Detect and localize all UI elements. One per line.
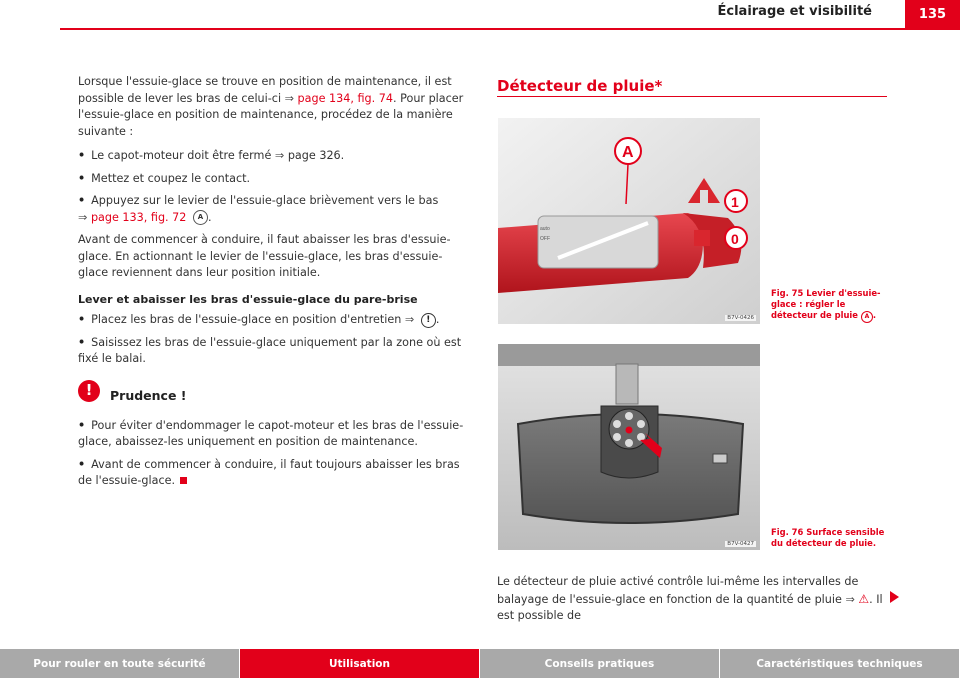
list-item: • Saisissez les bras de l'essuie-glace uniquement par la zone où est fixé le balai.	[78, 335, 462, 365]
link-page-133[interactable]: page 133, fig. 72	[90, 210, 187, 224]
warning-triangle-icon[interactable]: ⚠	[858, 591, 870, 606]
figure-code: B7V-0426	[727, 315, 754, 321]
bullet-icon: •	[78, 313, 86, 326]
arrow-icon: ⇒	[404, 313, 415, 326]
arrow-icon: ⇒	[274, 149, 285, 162]
figure-76-rain-sensor	[498, 344, 760, 550]
arrow-icon: ⇒	[284, 91, 294, 105]
tab-practical-tips[interactable]: Conseils pratiques	[480, 649, 720, 678]
list-item: • Mettez et coupez le contact.	[78, 171, 251, 185]
tab-technical-data[interactable]: Caractéristiques techniques	[720, 649, 960, 678]
tab-operation[interactable]: Utilisation	[240, 649, 480, 678]
bullet-icon: •	[78, 457, 86, 471]
subheading: Lever et abaisser les bras d'essuie-glace du pare-brise	[78, 292, 418, 306]
warning-item: • Pour éviter d'endommager le capot-moteur et les bras de l'essuie-glace, abaissez-les uniquement en position de maintenance.	[78, 418, 464, 448]
list-item: • Placez les bras de l'essuie-glace en position d'entretien ⇒ ! .	[78, 313, 440, 326]
figure-76-caption: Fig. 76 Surface sensible du détecteur de pluie.	[771, 527, 885, 548]
label-1: 1	[731, 194, 739, 210]
page-number: 135	[905, 0, 960, 28]
warning-title: Prudence !	[110, 388, 187, 404]
callout-badge: A	[861, 311, 873, 323]
paragraph: Avant de commencer à conduire, il faut abaisser les bras d'essuie-glace. En actionnant le levier de l'essuie-glace, les bras d'essuie-glace reviennent dans leur position initiale.	[78, 233, 451, 279]
warning-item: • Avant de commencer à conduire, il faut toujours abaisser les bras de l'essuie-glace.	[78, 457, 460, 487]
list-item: • Le capot-moteur doit être fermé ⇒ page 326.	[78, 149, 345, 162]
bullet-icon: •	[78, 149, 86, 162]
left-column	[78, 74, 466, 496]
section-title: Détecteur de pluie*	[497, 77, 663, 95]
rain-sensor-paragraph: Le détecteur de pluie activé contrôle lui-même les intervalles de balayage de l'essuie-glace en fonction de la quantité de pluie ⇒ ⚠. Il est possible de	[497, 575, 883, 622]
wiper-lever-illustration	[498, 118, 760, 324]
tab-safety[interactable]: Pour rouler en toute sécurité	[0, 649, 240, 678]
next-page-arrow-icon[interactable]	[890, 591, 899, 603]
label-a: A	[622, 144, 634, 161]
label-0: 0	[731, 231, 739, 247]
warning-header	[78, 381, 466, 408]
svg-text:OFF: OFF	[540, 236, 550, 242]
warning-icon: !	[78, 380, 100, 402]
figure-code: B7V-0427	[727, 541, 754, 547]
bullet-icon: •	[78, 418, 86, 432]
caution-icon[interactable]: !	[421, 313, 436, 328]
end-of-section-icon	[180, 477, 187, 484]
list-item: • Appuyez sur le levier de l'essuie-glace brièvement vers le bas ⇒ page 133, fig. 72 A .	[78, 194, 439, 224]
section-divider	[497, 96, 887, 97]
page-header-title: Éclairage et visibilité	[717, 4, 872, 19]
bullet-icon: •	[78, 335, 86, 349]
callout-badge: A	[193, 210, 208, 225]
figure-75-caption: Fig. 75 Levier d'essuie-glace : régler le détecteur de pluie A .	[771, 288, 889, 323]
bullet-icon: •	[78, 171, 86, 185]
header-divider	[60, 28, 960, 30]
link-page-134[interactable]: page 134, fig. 74	[297, 91, 394, 105]
bullet-icon: •	[78, 194, 86, 207]
footer-nav	[0, 649, 960, 678]
arrow-icon: ⇒	[78, 210, 88, 224]
page-ref[interactable]: page 326.	[287, 149, 345, 162]
intro-paragraph: Lorsque l'essuie-glace se trouve en position de maintenance, il est possible de lever les bras de celui-ci ⇒ page 134, fig. 74. Pour placer l'essuie-glace en position de maintenance, procédez de la manière suivante :	[78, 75, 464, 138]
mirror-illustration	[498, 344, 760, 550]
svg-text:auto: auto	[540, 226, 550, 232]
arrow-icon: ⇒	[845, 592, 855, 606]
figure-75-wiper-lever	[498, 118, 760, 324]
